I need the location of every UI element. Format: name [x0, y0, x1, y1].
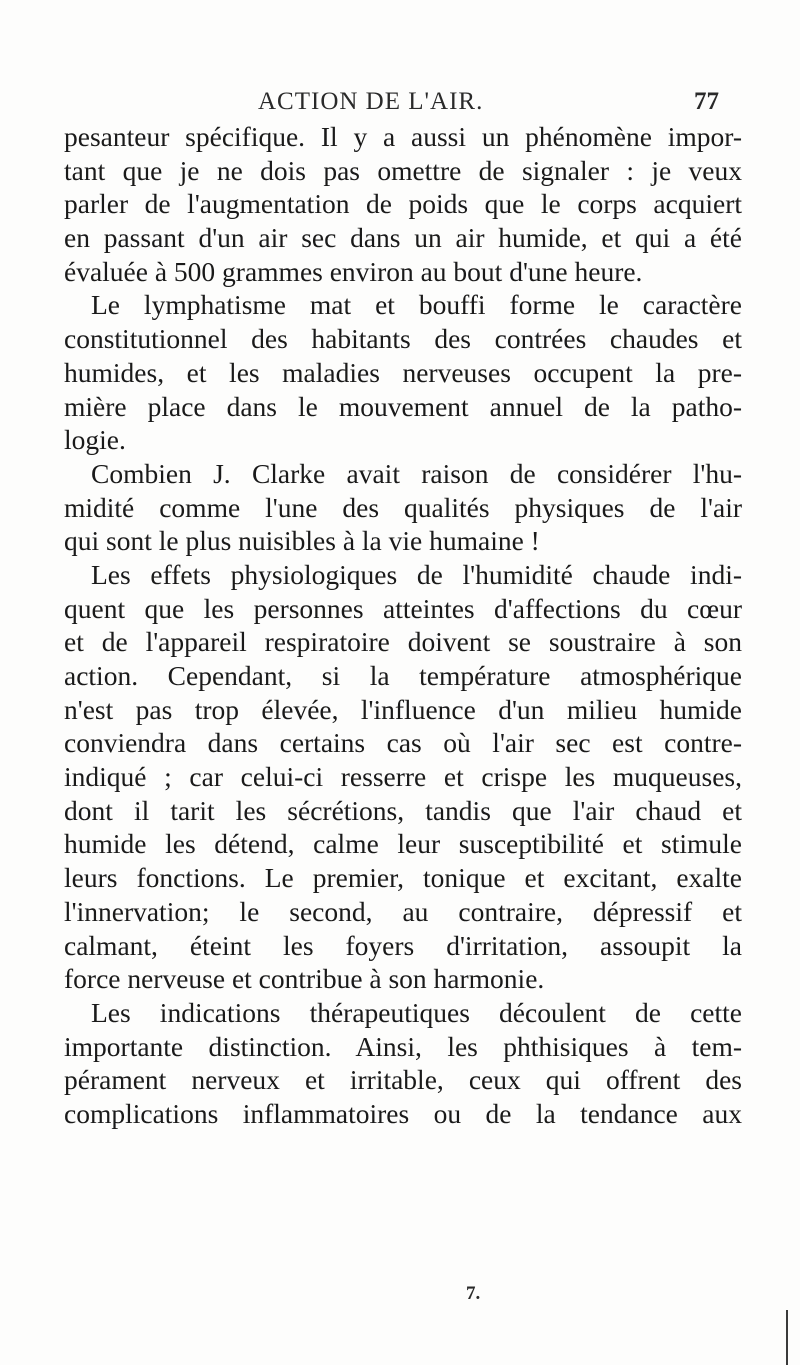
text-line: importante distinction. Ainsi, les phthisiques à tem-: [64, 1030, 742, 1062]
text-line: n'est pas trop élevée, l'influence d'un milieu humide: [64, 693, 742, 725]
text-line: pérament nerveux et irritable, ceux qui offrent des: [64, 1064, 742, 1096]
signature-mark: 7.: [466, 1283, 481, 1304]
page-number: 77: [694, 88, 719, 115]
text-line: l'innervation; le second, au contraire, dépressif et: [64, 895, 742, 927]
body-text: [64, 120, 742, 1131]
running-header: [0, 88, 800, 118]
text-line: indiqué ; car celui-ci resserre et crispe les muqueuses,: [64, 761, 742, 793]
text-line: complications inflammatoires ou de la tendance aux: [64, 1097, 742, 1129]
text-line: humides, et les maladies nerveuses occupent la pre-: [64, 356, 742, 388]
text-line: action. Cependant, si la température atmosphérique: [64, 660, 742, 691]
text-line: conviendra dans certains cas où l'air sec est contre-: [64, 727, 742, 759]
text-line: qui sont le plus nuisibles à la vie humaine !: [64, 525, 540, 557]
text-line: en passant d'un air sec dans un air humide, et qui a été: [64, 222, 742, 254]
text-line: parler de l'augmentation de poids que le corps acquiert: [64, 188, 742, 220]
text-line: logie.: [64, 424, 126, 456]
text-line: tant que je ne dois pas omettre de signaler : je veux: [64, 154, 742, 186]
text-line: quent que les personnes atteintes d'affections du cœur: [64, 592, 742, 624]
page-edge-line: [786, 1310, 788, 1365]
text-line: évaluée à 500 grammes environ au bout d'une heure.: [64, 255, 643, 287]
text-line: calmant, éteint les foyers d'irritation, assoupit la: [64, 929, 742, 961]
text-line: midité comme l'une des qualités physiques de l'air: [64, 491, 742, 523]
text-line: Les effets physiologiques de l'humidité chaude indi-: [91, 558, 742, 590]
text-line: mière place dans le mouvement annuel de la patho-: [64, 390, 742, 422]
running-title: ACTION DE L'AIR.: [258, 88, 484, 115]
text-line: Combien J. Clarke avait raison de considérer l'hu-: [91, 457, 742, 489]
text-line: dont il tarit les sécrétions, tandis que l'air chaud et: [64, 794, 742, 826]
text-line: et de l'appareil respiratoire doivent se soustraire à son: [64, 626, 742, 658]
text-line: leurs fonctions. Le premier, tonique et excitant, exalte: [64, 862, 742, 894]
text-line: force nerveuse et contribue à son harmonie.: [64, 963, 545, 995]
text-line: Le lymphatisme mat et bouffi forme le caractère: [91, 289, 742, 321]
text-line: constitutionnel des habitants des contrées chaudes et: [64, 323, 742, 355]
text-line: Les indications thérapeutiques découlent de cette: [91, 996, 742, 1028]
text-line: humide les détend, calme leur susceptibilité et stimule: [64, 828, 742, 860]
text-line: pesanteur spécifique. Il y a aussi un phénomène impor-: [64, 121, 742, 152]
